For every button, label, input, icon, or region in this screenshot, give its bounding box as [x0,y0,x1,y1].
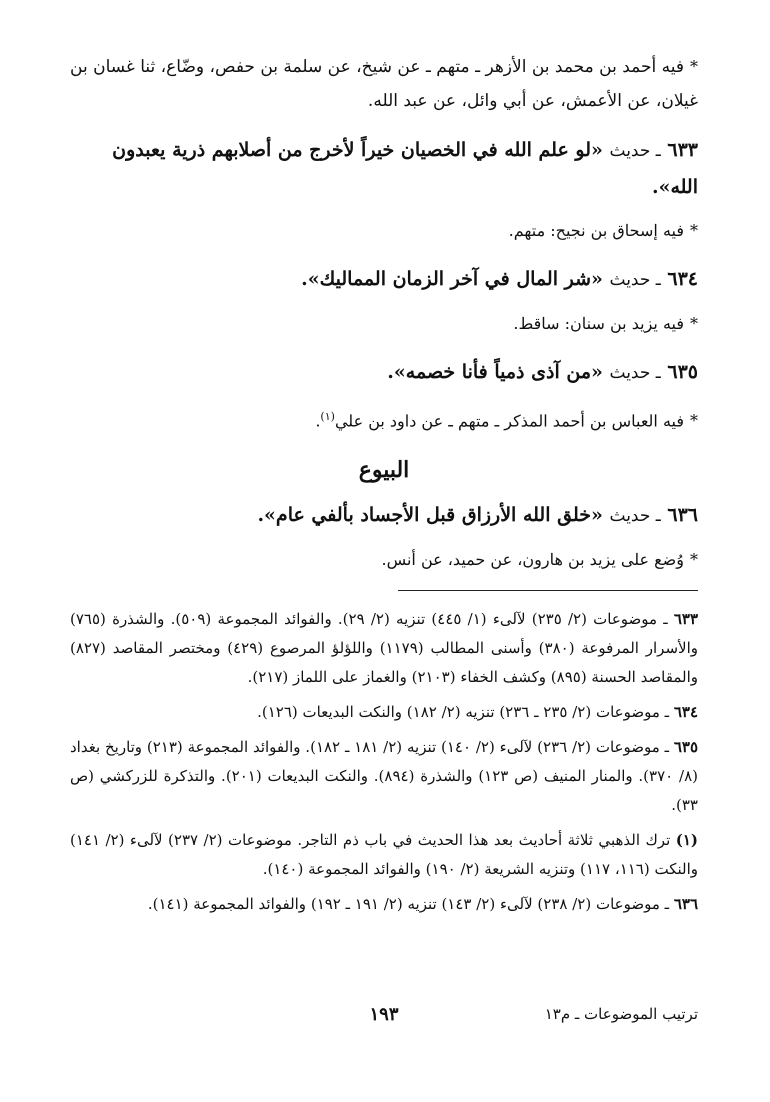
hadith-entry-636 [70,497,698,534]
note-text: فيه يزيد بن سنان: ساقط. [513,314,684,333]
hadith-entry-634 [70,261,698,298]
bullet-mark: * [690,411,698,431]
footnote-text: ـ موضوعات (٢/ ٢٣٦) لآلىء (٢/ ١٤٠) تنزيه (٢/ ١٨١ ـ ١٨٢). والفوائد المجموعة (٢١٣) وتاريخ بغداد (٨/ ٣٧٠). والمنار المنيف (ص ١٢٣) والشذرة (٨٩٤). والنكت البديعات (٢٠١). والتذكرة للزركشي (ص ٣٣). [70,738,698,815]
footnote [70,890,698,919]
note-text: فيه العباس بن أحمد المذكر ـ متهم ـ عن داود بن علي [334,411,684,431]
hadith-number: ٦٣٥ [667,361,698,383]
footnote-text: ـ موضوعات (٢/ ٢٣٥ ـ ٢٣٦) تنزيه (٢/ ١٨٢) والنكت البديعات (١٢٦). [257,703,670,722]
narrator-note [70,215,698,247]
hadith-lead: ـ حديث [609,363,661,383]
footnote-text: ـ موضوعات (٢/ ٢٣٨) لآلىء (٢/ ١٤٣) تنزيه (٢/ ١٩١ ـ ١٩٢) والفوائد المجموعة (١٤١). [147,895,670,914]
footnote-number: ٦٣٣ [673,610,699,629]
narrator-note [70,544,698,576]
hadith-entry-633 [70,132,698,205]
hadith-number: ٦٣٦ [667,504,698,527]
running-footer: ترتيب الموضوعات ـ م١٣ [544,1005,698,1023]
bullet-mark: * [690,221,698,240]
footnote [70,826,698,884]
footnote-text: ترك الذهبي ثلاثة أحاديث بعد هذا الحديث في باب ذم التاجر. موضوعات (٢/ ٢٣٧) لآلىء (٢/ ١٤١) والنكت (١١٦، ١١٧) وتنزيه الشريعة (٢/ ١٩٠) والفوائد المجموعة (١٤٠). [70,831,698,879]
note-text: فيه أحمد بن محمد بن الأزهر ـ متهم ـ عن شيخ، عن سلمة بن حفص، وضّاع، ثنا غسان بن غيلان، عن الأعمش، عن أبي وائل، عن عبد الله. [70,57,698,111]
hadith-entry-635 [70,354,698,391]
footnote-text: ـ موضوعات (٢/ ٢٣٥) لآلىء (١/ ٤٤٥) تنزيه (٢/ ٢٩). والفوائد المجموعة (٥٠٩). والشذرة (٧٦٥) والأسرار المرفوعة (٣٨٠) وأسنى المطالب (١١٧٩) واللؤلؤ المرصوع (٤٢٩) ومختصر المقاصد (٨٢٧) والمقاصد الحسنة (٨٩٥) وكشف الخفاء (٢١٠٣) والغماز على اللماز (٢١٧). [70,610,698,687]
hadith-lead: ـ حديث [609,506,661,527]
note-end: . [315,411,321,431]
footnote-number: ٦٣٦ [673,895,698,914]
page-body [70,50,698,925]
hadith-number: ٦٣٤ [667,268,698,290]
footnote [70,698,698,727]
hadith-lead: ـ حديث [609,141,661,161]
page-footer [70,1005,698,1023]
footnote-number: (١) [675,831,699,850]
bullet-mark: * [690,550,698,570]
hadith-text: «خلق الله الأرزاق قبل الأجساد بألفي عام». [257,504,603,527]
footnote-ref: (١) [320,410,335,423]
hadith-text: «من آذى ذمياً فأنا خصمه». [387,361,603,383]
footnote-number: ٦٣٤ [673,703,698,722]
hadith-text: «لو علم الله في الخصيان خيراً لأخرج من أصلابهم ذرية يعبدون الله». [112,139,698,198]
bullet-mark: * [690,314,698,333]
footnote [70,733,698,820]
page-number: ١٩٣ [369,1003,399,1025]
note-text: فيه إسحاق بن نجيح: متهم. [508,221,684,240]
narrator-note [70,401,698,437]
narrator-note [70,308,698,340]
section-title: البيوع [358,457,410,484]
narrator-note [70,50,698,118]
note-text: وُضع على يزيد بن هارون، عن حميد، عن أنس. [381,550,684,570]
bullet-mark: * [690,57,698,76]
footnote [70,605,698,692]
footnote-number: ٦٣٥ [673,738,698,757]
hadith-number: ٦٣٣ [667,139,698,161]
footnote-divider [398,590,698,591]
hadith-text: «شر المال في آخر الزمان المماليك». [301,268,603,290]
hadith-lead: ـ حديث [609,270,661,290]
